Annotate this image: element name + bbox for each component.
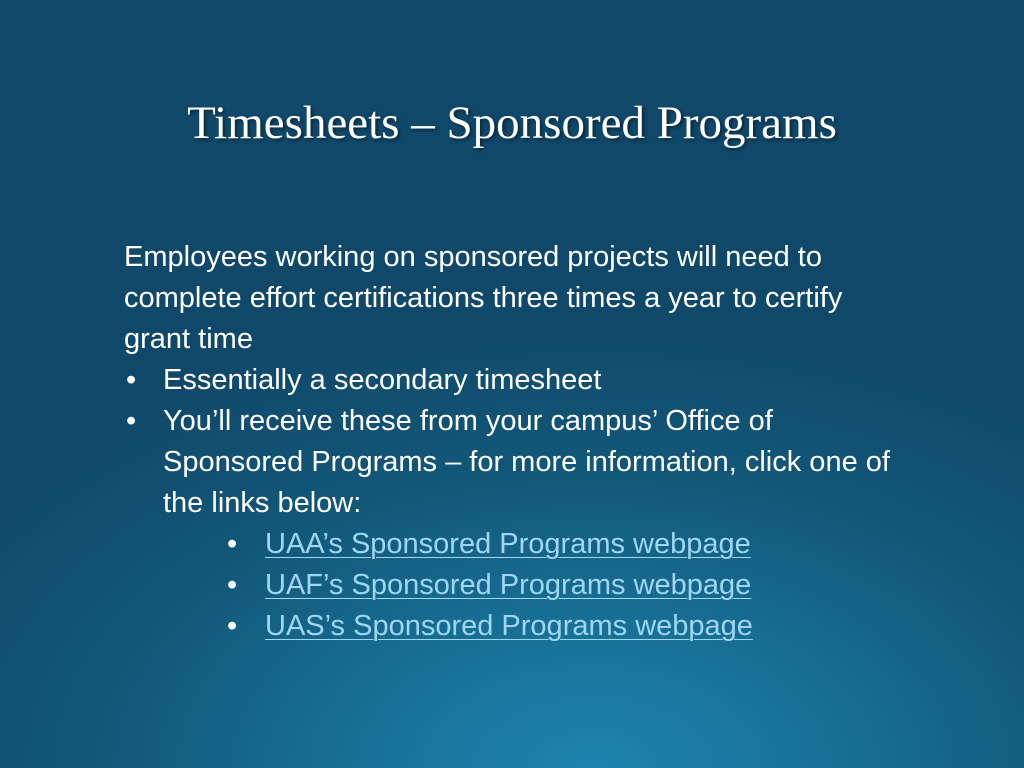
link-item bbox=[163, 565, 914, 606]
bullet-dot-icon: • bbox=[227, 528, 238, 560]
bullet-item bbox=[124, 360, 914, 401]
intro-paragraph: Employees working on sponsored projects will need to complete effort certifications three times a year to certify grant time bbox=[124, 241, 843, 355]
bullet-text: Essentially a secondary timesheet bbox=[163, 364, 602, 396]
bullet-dot-icon: • bbox=[126, 405, 137, 437]
slide-body bbox=[124, 237, 914, 647]
link-item bbox=[163, 524, 914, 565]
bullet-text: You’ll receive these from your campus’ Office of Sponsored Programs – for more information, click one of the links below: bbox=[163, 405, 890, 519]
slide-title: Timesheets – Sponsored Programs bbox=[187, 97, 837, 149]
uaa-sponsored-programs-link[interactable]: UAA’s Sponsored Programs webpage bbox=[265, 528, 751, 560]
link-item bbox=[163, 606, 914, 647]
bullet-dot-icon: • bbox=[126, 364, 137, 396]
bullet-dot-icon: • bbox=[227, 569, 238, 601]
uas-sponsored-programs-link[interactable]: UAS’s Sponsored Programs webpage bbox=[265, 610, 753, 642]
link-list bbox=[163, 524, 914, 647]
bullet-list bbox=[124, 360, 914, 647]
bullet-item bbox=[124, 401, 914, 647]
bullet-dot-icon: • bbox=[227, 610, 238, 642]
uaf-sponsored-programs-link[interactable]: UAF’s Sponsored Programs webpage bbox=[265, 569, 752, 601]
